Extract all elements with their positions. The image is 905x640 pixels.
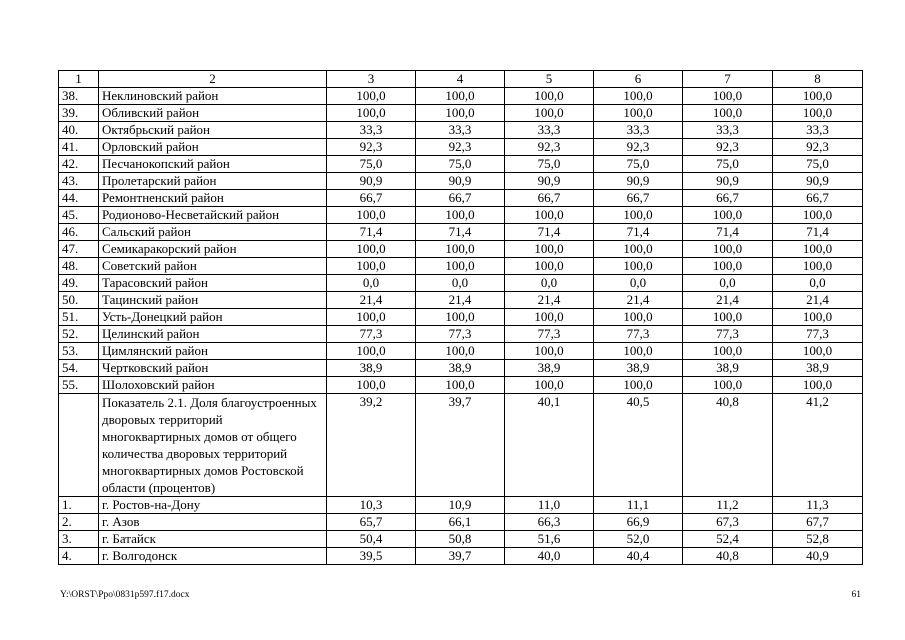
row-number: 4. xyxy=(59,548,99,565)
row-number: 49. xyxy=(59,275,99,292)
row-value: 75,0 xyxy=(416,156,505,173)
table-row xyxy=(59,173,863,190)
row-name: Тарасовский район xyxy=(99,275,327,292)
row-value: 100,0 xyxy=(505,343,594,360)
table-row xyxy=(59,360,863,377)
row-value: 67,3 xyxy=(683,514,773,531)
row-name: Ремонтненский район xyxy=(99,190,327,207)
file-path: Y:\ORST\Ppo\0831p597.f17.docx xyxy=(60,590,190,600)
row-value: 100,0 xyxy=(594,258,683,275)
row-value: 52,8 xyxy=(773,531,863,548)
row-value: 71,4 xyxy=(683,224,773,241)
row-value: 38,9 xyxy=(327,360,416,377)
column-header: 6 xyxy=(594,71,683,88)
row-number: 44. xyxy=(59,190,99,207)
row-value: 66,7 xyxy=(773,190,863,207)
row-value: 100,0 xyxy=(594,377,683,394)
row-name: Шолоховский район xyxy=(99,377,327,394)
table-row xyxy=(59,292,863,309)
row-number: 42. xyxy=(59,156,99,173)
row-name: Орловский район xyxy=(99,139,327,156)
table-row xyxy=(59,394,863,497)
row-value: 100,0 xyxy=(327,105,416,122)
row-name: Пролетарский район xyxy=(99,173,327,190)
row-number: 50. xyxy=(59,292,99,309)
row-number: 53. xyxy=(59,343,99,360)
row-number xyxy=(59,394,99,497)
row-value: 21,4 xyxy=(683,292,773,309)
row-value: 100,0 xyxy=(773,88,863,105)
row-value: 77,3 xyxy=(327,326,416,343)
row-number: 43. xyxy=(59,173,99,190)
data-table xyxy=(58,70,863,565)
row-value: 66,7 xyxy=(416,190,505,207)
row-number: 54. xyxy=(59,360,99,377)
row-value: 41,2 xyxy=(773,394,863,497)
table-row xyxy=(59,275,863,292)
row-value: 90,9 xyxy=(773,173,863,190)
row-value: 100,0 xyxy=(327,309,416,326)
row-value: 92,3 xyxy=(683,139,773,156)
row-value: 100,0 xyxy=(505,377,594,394)
row-name: Цимлянский район xyxy=(99,343,327,360)
row-value: 100,0 xyxy=(594,88,683,105)
row-value: 100,0 xyxy=(773,258,863,275)
row-value: 90,9 xyxy=(505,173,594,190)
row-value: 92,3 xyxy=(505,139,594,156)
table-row xyxy=(59,139,863,156)
table-row xyxy=(59,548,863,565)
row-value: 38,9 xyxy=(416,360,505,377)
row-value: 11,3 xyxy=(773,497,863,514)
row-value: 50,4 xyxy=(327,531,416,548)
row-value: 21,4 xyxy=(327,292,416,309)
row-value: 100,0 xyxy=(683,377,773,394)
row-value: 100,0 xyxy=(773,309,863,326)
row-value: 38,9 xyxy=(683,360,773,377)
column-header: 4 xyxy=(416,71,505,88)
row-name: г. Батайск xyxy=(99,531,327,548)
row-value: 33,3 xyxy=(773,122,863,139)
page-number: 61 xyxy=(851,590,861,600)
row-value: 40,1 xyxy=(505,394,594,497)
table-row xyxy=(59,497,863,514)
row-value: 11,0 xyxy=(505,497,594,514)
row-value: 51,6 xyxy=(505,531,594,548)
table-row xyxy=(59,326,863,343)
row-value: 52,0 xyxy=(594,531,683,548)
row-value: 77,3 xyxy=(505,326,594,343)
row-value: 100,0 xyxy=(683,343,773,360)
row-value: 90,9 xyxy=(416,173,505,190)
table-row xyxy=(59,531,863,548)
row-name: Советский район xyxy=(99,258,327,275)
row-value: 50,8 xyxy=(416,531,505,548)
row-value: 52,4 xyxy=(683,531,773,548)
row-value: 71,4 xyxy=(505,224,594,241)
row-value: 92,3 xyxy=(327,139,416,156)
row-value: 0,0 xyxy=(327,275,416,292)
row-name: Усть-Донецкий район xyxy=(99,309,327,326)
row-value: 71,4 xyxy=(416,224,505,241)
row-value: 40,5 xyxy=(594,394,683,497)
row-value: 0,0 xyxy=(683,275,773,292)
row-name: Родионово-Несветайский район xyxy=(99,207,327,224)
table-body xyxy=(59,71,863,565)
row-value: 100,0 xyxy=(327,377,416,394)
row-value: 39,7 xyxy=(416,394,505,497)
row-value: 75,0 xyxy=(773,156,863,173)
row-value: 39,2 xyxy=(327,394,416,497)
row-value: 100,0 xyxy=(505,105,594,122)
row-value: 92,3 xyxy=(773,139,863,156)
row-number: 45. xyxy=(59,207,99,224)
row-value: 39,5 xyxy=(327,548,416,565)
column-header: 5 xyxy=(505,71,594,88)
row-name: Чертковский район xyxy=(99,360,327,377)
row-value: 71,4 xyxy=(594,224,683,241)
row-value: 38,9 xyxy=(594,360,683,377)
row-number: 41. xyxy=(59,139,99,156)
row-value: 100,0 xyxy=(505,309,594,326)
row-value: 33,3 xyxy=(416,122,505,139)
row-value: 100,0 xyxy=(505,207,594,224)
row-value: 10,3 xyxy=(327,497,416,514)
row-value: 65,7 xyxy=(327,514,416,531)
row-value: 66,1 xyxy=(416,514,505,531)
row-value: 100,0 xyxy=(327,88,416,105)
row-value: 100,0 xyxy=(505,258,594,275)
row-value: 40,8 xyxy=(683,394,773,497)
row-value: 71,4 xyxy=(327,224,416,241)
row-value: 75,0 xyxy=(683,156,773,173)
row-value: 100,0 xyxy=(773,241,863,258)
table-row xyxy=(59,122,863,139)
row-value: 66,7 xyxy=(327,190,416,207)
row-value: 100,0 xyxy=(505,241,594,258)
column-header: 3 xyxy=(327,71,416,88)
row-value: 66,7 xyxy=(594,190,683,207)
row-value: 33,3 xyxy=(683,122,773,139)
row-value: 100,0 xyxy=(416,258,505,275)
row-value: 100,0 xyxy=(594,105,683,122)
table-row xyxy=(59,258,863,275)
row-value: 77,3 xyxy=(683,326,773,343)
row-number: 52. xyxy=(59,326,99,343)
row-name: г. Ростов-на-Дону xyxy=(99,497,327,514)
header-row xyxy=(59,71,863,88)
row-value: 67,7 xyxy=(773,514,863,531)
row-number: 51. xyxy=(59,309,99,326)
row-value: 40,9 xyxy=(773,548,863,565)
table-row xyxy=(59,190,863,207)
row-value: 100,0 xyxy=(773,343,863,360)
row-value: 100,0 xyxy=(683,241,773,258)
row-number: 55. xyxy=(59,377,99,394)
row-value: 0,0 xyxy=(773,275,863,292)
table-row xyxy=(59,514,863,531)
row-value: 100,0 xyxy=(416,241,505,258)
row-name: Семикаракорский район xyxy=(99,241,327,258)
table-row xyxy=(59,207,863,224)
row-number: 38. xyxy=(59,88,99,105)
table-row xyxy=(59,377,863,394)
row-name: Обливский район xyxy=(99,105,327,122)
row-value: 0,0 xyxy=(416,275,505,292)
row-name: Песчанокопский район xyxy=(99,156,327,173)
table-row xyxy=(59,343,863,360)
row-value: 100,0 xyxy=(683,309,773,326)
row-value: 77,3 xyxy=(773,326,863,343)
row-value: 33,3 xyxy=(505,122,594,139)
row-value: 92,3 xyxy=(416,139,505,156)
row-name: Октябрьский район xyxy=(99,122,327,139)
row-number: 3. xyxy=(59,531,99,548)
row-value: 100,0 xyxy=(594,207,683,224)
row-value: 100,0 xyxy=(416,105,505,122)
row-value: 100,0 xyxy=(683,105,773,122)
row-value: 100,0 xyxy=(416,377,505,394)
row-value: 90,9 xyxy=(327,173,416,190)
row-name: г. Волгодонск xyxy=(99,548,327,565)
row-value: 100,0 xyxy=(416,343,505,360)
table-row xyxy=(59,241,863,258)
row-value: 100,0 xyxy=(683,207,773,224)
row-value: 0,0 xyxy=(594,275,683,292)
row-value: 77,3 xyxy=(594,326,683,343)
row-value: 75,0 xyxy=(505,156,594,173)
column-header: 8 xyxy=(773,71,863,88)
column-header: 7 xyxy=(683,71,773,88)
row-value: 21,4 xyxy=(416,292,505,309)
row-value: 21,4 xyxy=(505,292,594,309)
row-name: Целинский район xyxy=(99,326,327,343)
table-row xyxy=(59,224,863,241)
row-value: 100,0 xyxy=(327,343,416,360)
row-value: 11,1 xyxy=(594,497,683,514)
row-value: 71,4 xyxy=(773,224,863,241)
row-number: 47. xyxy=(59,241,99,258)
row-value: 100,0 xyxy=(594,343,683,360)
row-value: 77,3 xyxy=(416,326,505,343)
row-name: г. Азов xyxy=(99,514,327,531)
row-value: 11,2 xyxy=(683,497,773,514)
row-name: Неклиновский район xyxy=(99,88,327,105)
row-value: 100,0 xyxy=(773,377,863,394)
table-row xyxy=(59,309,863,326)
row-value: 100,0 xyxy=(327,207,416,224)
row-value: 100,0 xyxy=(505,88,594,105)
row-value: 90,9 xyxy=(594,173,683,190)
row-value: 40,4 xyxy=(594,548,683,565)
row-value: 100,0 xyxy=(683,258,773,275)
table-row xyxy=(59,156,863,173)
row-value: 100,0 xyxy=(416,88,505,105)
row-name: Показатель 2.1. Доля благоустроенных дворовых территорий многоквартирных домов от общего количества дворовых территорий многоквартирных домов Ростовской области (процентов) xyxy=(99,394,327,497)
row-value: 0,0 xyxy=(505,275,594,292)
row-number: 2. xyxy=(59,514,99,531)
table-row xyxy=(59,105,863,122)
row-value: 100,0 xyxy=(416,309,505,326)
row-value: 100,0 xyxy=(327,258,416,275)
row-value: 21,4 xyxy=(594,292,683,309)
row-value: 75,0 xyxy=(594,156,683,173)
row-number: 48. xyxy=(59,258,99,275)
row-name: Сальский район xyxy=(99,224,327,241)
row-value: 33,3 xyxy=(594,122,683,139)
row-value: 39,7 xyxy=(416,548,505,565)
row-value: 100,0 xyxy=(416,207,505,224)
row-value: 100,0 xyxy=(773,105,863,122)
row-value: 38,9 xyxy=(505,360,594,377)
row-value: 40,0 xyxy=(505,548,594,565)
row-value: 40,8 xyxy=(683,548,773,565)
row-value: 100,0 xyxy=(327,241,416,258)
row-value: 10,9 xyxy=(416,497,505,514)
row-value: 66,7 xyxy=(505,190,594,207)
row-value: 38,9 xyxy=(773,360,863,377)
row-value: 33,3 xyxy=(327,122,416,139)
column-header: 2 xyxy=(99,71,327,88)
row-number: 40. xyxy=(59,122,99,139)
row-value: 100,0 xyxy=(594,309,683,326)
row-value: 100,0 xyxy=(773,207,863,224)
row-value: 75,0 xyxy=(327,156,416,173)
row-value: 66,7 xyxy=(683,190,773,207)
column-header: 1 xyxy=(59,71,99,88)
row-number: 39. xyxy=(59,105,99,122)
row-value: 66,3 xyxy=(505,514,594,531)
row-number: 46. xyxy=(59,224,99,241)
table-row xyxy=(59,88,863,105)
row-value: 66,9 xyxy=(594,514,683,531)
row-value: 100,0 xyxy=(683,88,773,105)
row-value: 90,9 xyxy=(683,173,773,190)
row-value: 100,0 xyxy=(594,241,683,258)
row-value: 92,3 xyxy=(594,139,683,156)
row-number: 1. xyxy=(59,497,99,514)
row-value: 21,4 xyxy=(773,292,863,309)
row-name: Тацинский район xyxy=(99,292,327,309)
